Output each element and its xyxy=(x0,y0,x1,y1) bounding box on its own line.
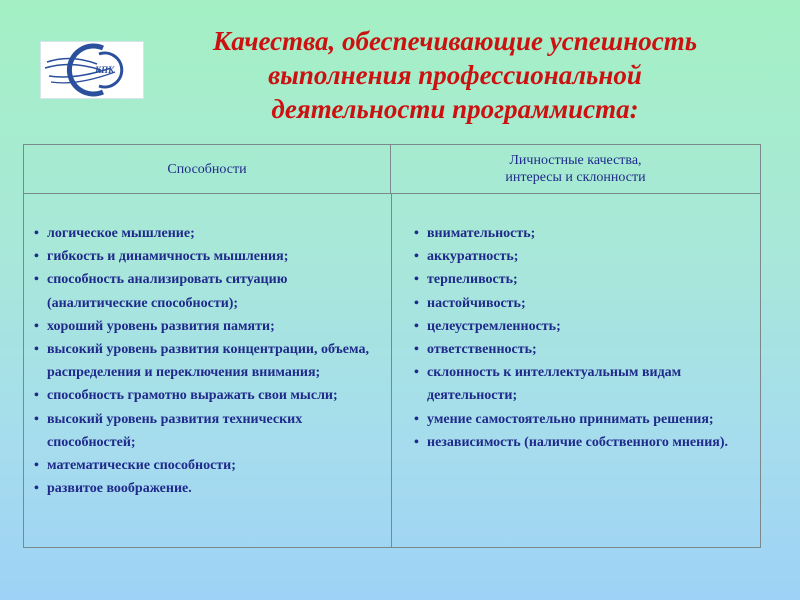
header-abilities: Способности xyxy=(24,145,391,193)
list-item: • хороший уровень развития памяти; xyxy=(31,315,386,338)
title-line-3: деятельности программиста: xyxy=(271,94,639,124)
list-item: • аккуратность; xyxy=(411,245,756,268)
header-right-line-1: Личностные качества, xyxy=(509,153,642,168)
title-line-1: Качества, обеспечивающие успешность xyxy=(212,26,698,56)
column-divider xyxy=(391,193,392,547)
page-title xyxy=(150,24,760,126)
list-item: • высокий уровень развития технических способностей; xyxy=(31,408,386,454)
header-divider xyxy=(24,193,760,194)
logo-text: КПК xyxy=(95,65,115,75)
abilities-list xyxy=(31,222,386,500)
list-item: • развитое воображение. xyxy=(31,477,386,500)
list-item: • целеустремленность; xyxy=(411,315,756,338)
list-item: • внимательность; xyxy=(411,222,756,245)
title-line-2: выполнения профессиональной xyxy=(268,60,642,90)
list-item: • независимость (наличие собственного мнения). xyxy=(411,431,756,454)
list-item: • настойчивость; xyxy=(411,292,756,315)
list-item: • умение самостоятельно принимать решения; xyxy=(411,408,756,431)
list-item: • ответственность; xyxy=(411,338,756,361)
list-item: • терпеливость; xyxy=(411,268,756,291)
logo xyxy=(40,41,144,99)
personal-qualities-list xyxy=(411,222,756,454)
list-item: • высокий уровень развития концентрации, объема, распределения и переключения внимания; xyxy=(31,338,386,384)
qualities-table xyxy=(23,144,761,548)
logo-emblem-icon xyxy=(41,42,143,98)
header-right-line-2: интересы и склонности xyxy=(505,170,646,185)
list-item: • математические способности; xyxy=(31,454,386,477)
list-item: • способность грамотно выражать свои мысли; xyxy=(31,384,386,407)
list-item: • гибкость и динамичность мышления; xyxy=(31,245,386,268)
list-item: • склонность к интеллектуальным видам деятельности; xyxy=(411,361,756,407)
header-personal-qualities xyxy=(391,145,760,193)
list-item: • логическое мышление; xyxy=(31,222,386,245)
list-item: • способность анализировать ситуацию (аналитические способности); xyxy=(31,268,386,314)
